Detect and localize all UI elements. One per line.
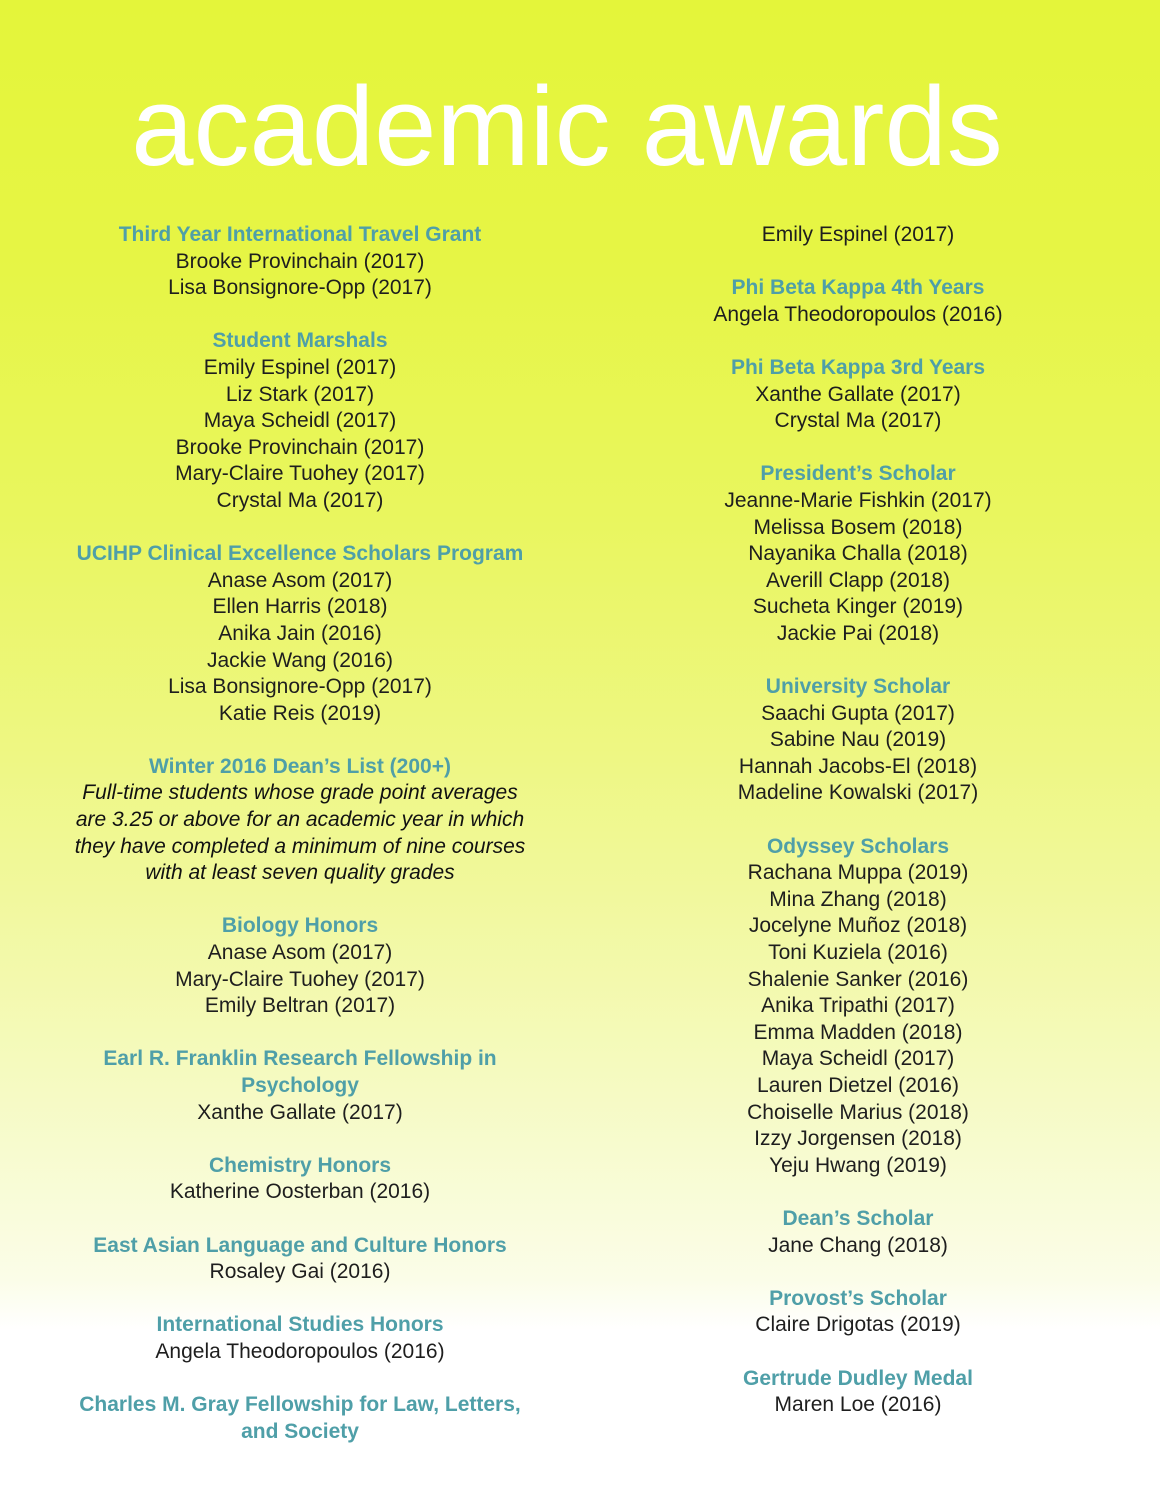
- recipient-name: Shalenie Sanker (2016): [747, 967, 969, 991]
- recipient-name: Mary-Claire Tuohey (2017): [175, 967, 425, 991]
- recipient-name: Jocelyne Muñoz (2018): [748, 914, 968, 938]
- recipient-name: Brooke Provinchain (2017): [175, 435, 425, 459]
- award-heading: Provost’s Scholar: [769, 1286, 947, 1310]
- recipient-name: Anika Tripathi (2017): [761, 994, 955, 1018]
- recipient-name: Toni Kuziela (2016): [768, 941, 948, 965]
- recipient-name: Maya Scheidl (2017): [203, 409, 397, 433]
- award-section-university-scholar: [638, 674, 1078, 807]
- recipient-name: Ellen Harris (2018): [212, 595, 388, 619]
- award-heading: Phi Beta Kappa 3rd Years: [730, 355, 986, 379]
- award-heading: Earl R. Franklin Research Fellowship in: [103, 1047, 497, 1071]
- recipient-name: Nayanika Challa (2018): [748, 542, 968, 566]
- recipient-name: Emily Espinel (2017): [203, 355, 397, 379]
- recipient-name: Madeline Kowalski (2017): [737, 781, 979, 805]
- recipient-name: Averill Clapp (2018): [765, 568, 951, 592]
- recipient-name: Claire Drigotas (2019): [755, 1313, 961, 1337]
- recipient-name: Rachana Muppa (2019): [747, 861, 969, 885]
- left-column: [40, 222, 560, 1472]
- recipient-name: Jeanne-Marie Fishkin (2017): [724, 488, 992, 512]
- award-section-dean-s-scholar: [638, 1206, 1078, 1259]
- recipient-name: Maren Loe (2016): [774, 1393, 942, 1417]
- award-heading-continued: and Society: [241, 1419, 359, 1443]
- recipient-name: Emma Madden (2018): [753, 1020, 963, 1044]
- recipient-name: Emily Espinel (2017): [761, 223, 955, 246]
- recipient-name: Hannah Jacobs-El (2018): [738, 754, 978, 778]
- award-section-winter-2016-dean-s-list-200: [40, 754, 560, 887]
- award-heading: East Asian Language and Culture Honors: [93, 1233, 507, 1257]
- award-heading: International Studies Honors: [156, 1313, 444, 1337]
- award-heading: Third Year International Travel Grant: [118, 223, 482, 246]
- award-heading: University Scholar: [765, 675, 951, 699]
- recipient-name: Katherine Oosterban (2016): [169, 1180, 431, 1204]
- recipient-name: Lisa Bonsignore-Opp (2017): [168, 276, 432, 300]
- recipient-name: Anase Asom (2017): [207, 941, 393, 965]
- award-heading: Winter 2016 Dean’s List (200+): [149, 754, 451, 778]
- award-section-biology-honors: [40, 913, 560, 1019]
- award-description-line: are 3.25 or above for an academic year in which: [75, 808, 525, 832]
- award-section-gertrude-dudley-medal: [638, 1366, 1078, 1419]
- recipient-name: Rosaley Gai (2016): [209, 1260, 391, 1284]
- award-heading: Phi Beta Kappa 4th Years: [731, 276, 985, 300]
- recipient-name: Anase Asom (2017): [207, 568, 393, 592]
- recipient-name: Choiselle Marius (2018): [747, 1100, 969, 1124]
- recipient-name: Izzy Jorgensen (2018): [754, 1127, 962, 1151]
- recipient-name: Sabine Nau (2019): [769, 728, 947, 752]
- recipient-name: Sucheta Kinger (2019): [752, 595, 964, 619]
- award-heading: Chemistry Honors: [208, 1153, 392, 1177]
- award-section-phi-beta-kappa-3rd-years: [638, 355, 1078, 435]
- recipient-name: Jackie Wang (2016): [207, 648, 393, 672]
- recipient-name: Crystal Ma (2017): [774, 409, 942, 433]
- recipient-name: Lisa Bonsignore-Opp (2017): [168, 675, 432, 699]
- award-heading: Gertrude Dudley Medal: [743, 1366, 973, 1390]
- award-section-student-marshals: [40, 328, 560, 514]
- recipient-name: Mary-Claire Tuohey (2017): [175, 462, 425, 486]
- award-heading: Odyssey Scholars: [766, 834, 950, 858]
- recipient-name: Xanthe Gallate (2017): [197, 1100, 403, 1124]
- award-section-phi-beta-kappa-4th-years: [638, 275, 1078, 328]
- award-section-ucihp-clinical-excellence-scholars-program: [40, 541, 560, 727]
- recipient-name: Xanthe Gallate (2017): [755, 382, 961, 406]
- recipient-name: Angela Theodoropoulos (2016): [155, 1339, 445, 1363]
- recipient-name: Saachi Gupta (2017): [761, 701, 955, 725]
- award-section-continued: [638, 222, 1078, 249]
- recipient-name: Emily Beltran (2017): [204, 994, 396, 1018]
- recipient-name: Jane Chang (2018): [768, 1233, 948, 1257]
- award-section-earl-r-franklin-research-fellowship-in: [40, 1046, 560, 1126]
- recipient-name: Angela Theodoropoulos (2016): [713, 302, 1003, 326]
- award-heading-continued: Psychology: [241, 1074, 359, 1097]
- award-description-line: they have completed a minimum of nine courses: [74, 834, 526, 858]
- recipient-name: Brooke Provinchain (2017): [175, 249, 425, 273]
- award-heading: Charles M. Gray Fellowship for Law, Letters,: [79, 1393, 521, 1417]
- award-heading: UCIHP Clinical Excellence Scholars Program: [76, 542, 524, 566]
- award-section-international-studies-honors: [40, 1312, 560, 1365]
- award-section-chemistry-honors: [40, 1153, 560, 1206]
- recipient-name: Melissa Bosem (2018): [753, 515, 963, 539]
- recipient-name: Liz Stark (2017): [225, 382, 375, 406]
- recipient-name: Jackie Pai (2018): [776, 621, 940, 645]
- recipient-name: Lauren Dietzel (2016): [757, 1074, 959, 1097]
- award-section-east-asian-language-and-culture-honors: [40, 1233, 560, 1286]
- recipient-name: Crystal Ma (2017): [216, 488, 384, 512]
- award-description-line: with at least seven quality grades: [145, 861, 455, 885]
- recipient-name: Katie Reis (2019): [218, 701, 382, 725]
- award-heading: President’s Scholar: [760, 462, 956, 486]
- recipient-name: Anika Jain (2016): [218, 621, 382, 645]
- award-section-president-s-scholar: [638, 461, 1078, 647]
- recipient-name: Mina Zhang (2018): [769, 887, 947, 911]
- award-section-charles-m-gray-fellowship-for-law-letters: [40, 1392, 560, 1445]
- right-column: [638, 222, 1078, 1445]
- award-heading: Dean’s Scholar: [782, 1206, 934, 1230]
- recipient-name: Maya Scheidl (2017): [761, 1047, 955, 1071]
- award-section-provost-s-scholar: [638, 1286, 1078, 1339]
- recipient-name: Yeju Hwang (2019): [769, 1153, 947, 1177]
- page-title: academic awards: [131, 64, 1003, 189]
- award-heading: Student Marshals: [212, 329, 388, 353]
- award-section-third-year-international-travel-grant: [40, 222, 560, 302]
- award-description-line: Full-time students whose grade point averages: [82, 781, 518, 805]
- award-section-odyssey-scholars: [638, 834, 1078, 1180]
- award-heading: Biology Honors: [221, 914, 379, 938]
